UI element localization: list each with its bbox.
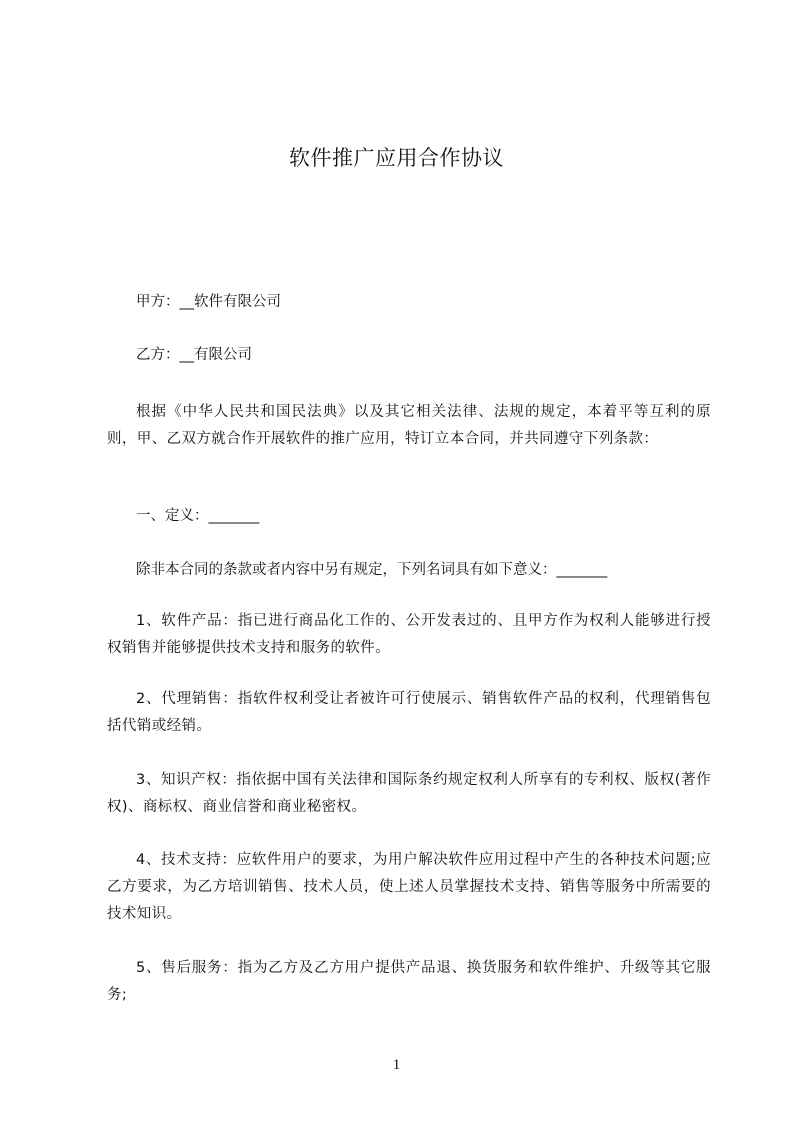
page-title: 软件推广应用合作协议	[289, 146, 504, 170]
section-definition-heading: 一、定义：_______	[136, 508, 260, 524]
clause-agency-sales: 2、代理销售：指软件权利受让者被许可行使展示、销售软件产品的权利，代理销售包括代销或经销。	[107, 691, 711, 734]
clause-after-sales-service: 5、售后服务：指为乙方及乙方用户提供产品退、换货服务和软件维护、升级等其它服务;	[107, 960, 711, 1003]
clause-technical-support: 4、技术支持：应软件用户的要求，为用户解决软件应用过程中产生的各种技术问题;应乙方要求，为乙方培训销售、技术人员，使上述人员掌握技术支持、销售等服务中所需要的技术知识。	[107, 852, 711, 922]
clause-software-product: 1、软件产品：指已进行商品化工作的、公开发表过的、且甲方作为权利人能够进行授权销售并能够提供技术支持和服务的软件。	[107, 613, 711, 656]
preamble-paragraph: 根据《中华人民共和国民法典》以及其它相关法律、法规的规定，本着平等互利的原则，甲、乙双方就合作开展软件的推广应用，特订立本合同，并共同遵守下列条款：	[107, 404, 711, 447]
definitions-intro: 除非本合同的条款或者内容中另有规定，下列名词具有如下意义：_______	[136, 562, 608, 578]
party-a-line: 甲方：__软件有限公司	[136, 294, 281, 310]
party-b-line: 乙方：__有限公司	[136, 347, 252, 363]
clause-intellectual-property: 3、知识产权：指依据中国有关法律和国际条约规定权利人所享有的专利权、版权(著作权)、商标权、商业信誉和商业秘密权。	[107, 772, 711, 815]
page-number: 1	[392, 1057, 401, 1073]
